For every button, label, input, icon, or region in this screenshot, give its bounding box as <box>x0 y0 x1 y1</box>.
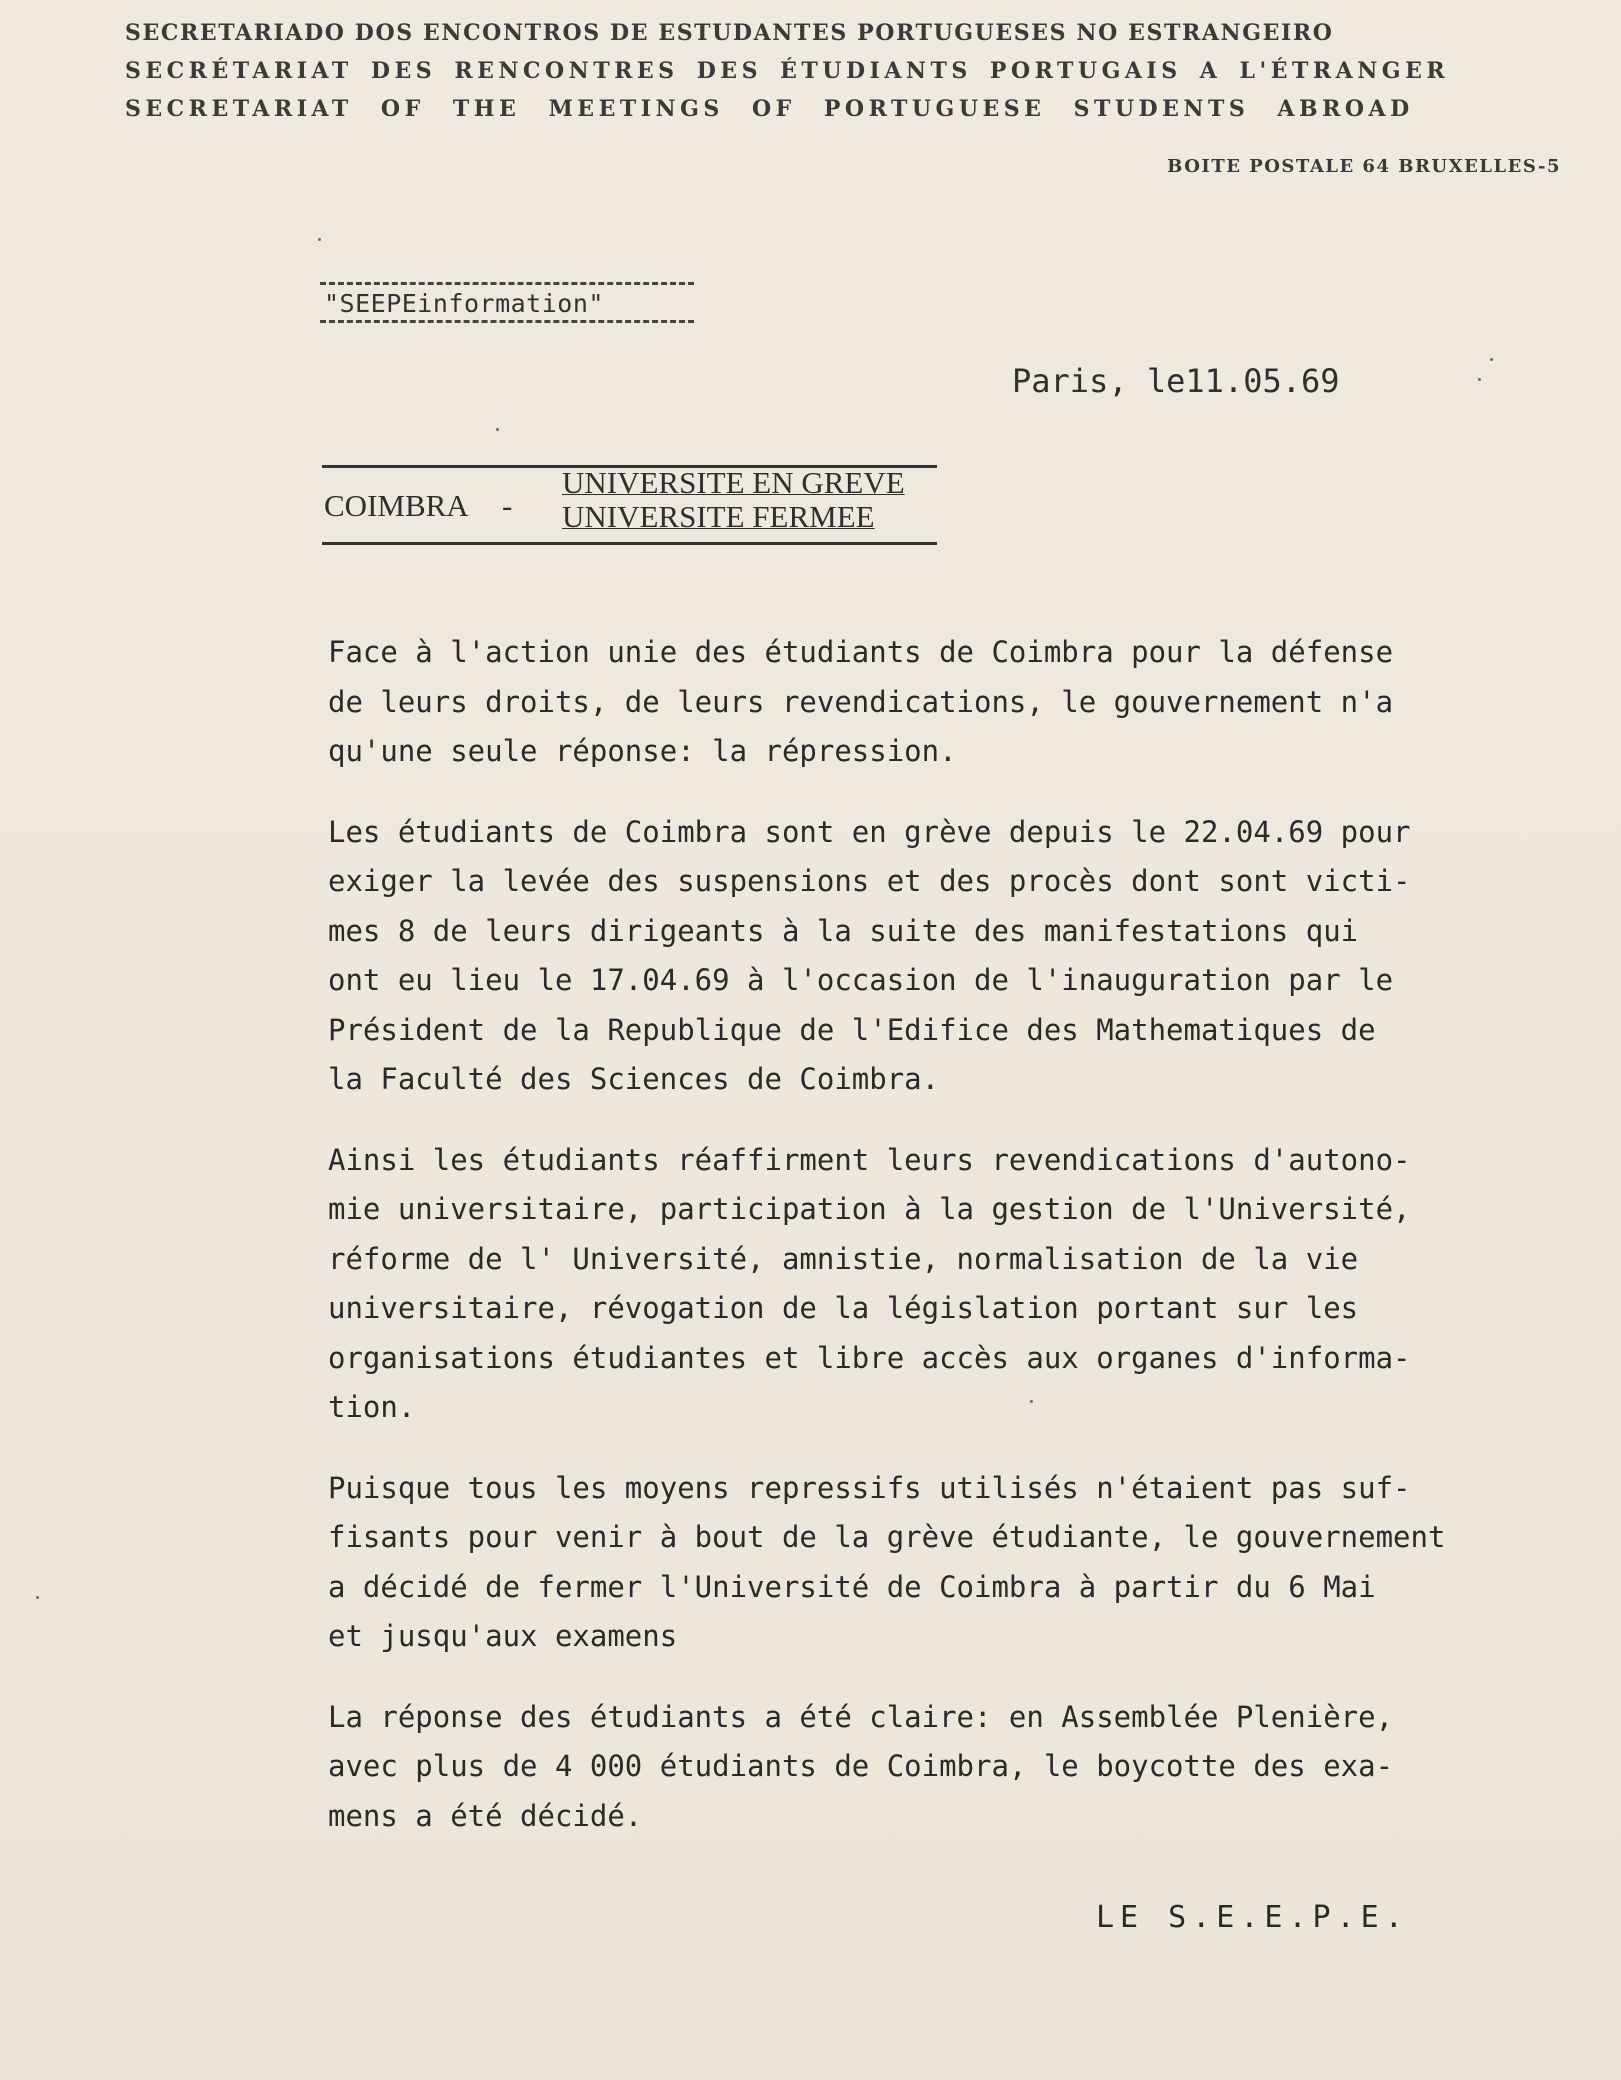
paper-speck <box>1478 378 1481 381</box>
document-title <box>322 465 937 545</box>
paragraph: Ainsi les étudiants réaffirment leurs revendications d'autono- mie universitaire, participation à la gestion de l'Université, réforme de l' Université, amnistie, normalisation de la vie universitaire, révogation de la législation portant sur les organisations étudiantes et libre accès aux organes d'informa- tion. <box>328 1142 1411 1424</box>
paragraph: La réponse des étudiants a été claire: en Assemblée Plenière, avec plus de 4 000 étudiants de Coimbra, le boycotte des exa- mens a été décidé. <box>328 1699 1394 1833</box>
document-date: Paris, le11.05.69 <box>1012 362 1340 400</box>
paragraph: Les étudiants de Coimbra sont en grève depuis le 22.04.69 pour exiger la levée des suspensions et des procès dont sont victi- mes 8 de leurs dirigeants à la suite des manifestations qui ont eu lieu le 17.04.69 à l'occasion de l'inauguration par le Président de la Republique de l'Edifice des Mathematiques de la Faculté des Sciences de Coimbra. <box>328 814 1411 1096</box>
title-line-2: UNIVERSITE FERMEE <box>562 499 875 534</box>
letterhead-line-french: SECRÉTARIAT DES RENCONTRES DES ÉTUDIANTS PORTUGAIS A L'ÉTRANGER <box>125 58 1450 84</box>
title-line-1: UNIVERSITE EN GREVE <box>562 465 905 500</box>
bulletin-tag: "SEEPEinformation" <box>320 282 694 323</box>
letterhead-line-portuguese: SECRETARIADO DOS ENCONTROS DE ESTUDANTES PORTUGUESES NO ESTRANGEIRO <box>125 20 1334 46</box>
letter-body <box>328 628 1598 1872</box>
title-headline <box>562 466 905 534</box>
letterhead-line-english: SECRETARIAT OF THE MEETINGS OF PORTUGUESE STUDENTS ABROAD <box>125 96 1414 122</box>
title-separator: - <box>502 488 513 523</box>
title-location: COIMBRA <box>324 488 469 523</box>
paper-speck <box>1030 1400 1033 1403</box>
letterhead <box>125 14 1555 128</box>
paragraph: Puisque tous les moyens repressifs utilisés n'étaient pas suf- fisants pour venir à bout de la grève étudiante, le gouvernement a décidé de fermer l'Université de Coimbra à partir du 6 Mai et jusqu'aux examens <box>328 1470 1446 1653</box>
paper-speck <box>1490 358 1493 361</box>
paragraph: Face à l'action unie des étudiants de Coimbra pour la défense de leurs droits, de leurs revendications, le gouvernement n'a qu'une seule réponse: la répression. <box>328 635 1394 768</box>
paper-speck <box>318 238 321 241</box>
signature: LE S.E.E.P.E. <box>1096 1900 1409 1935</box>
paper-speck <box>36 1596 39 1599</box>
postal-address: BOITE POSTALE 64 BRUXELLES-5 <box>1167 156 1561 177</box>
paper-speck <box>496 428 499 431</box>
